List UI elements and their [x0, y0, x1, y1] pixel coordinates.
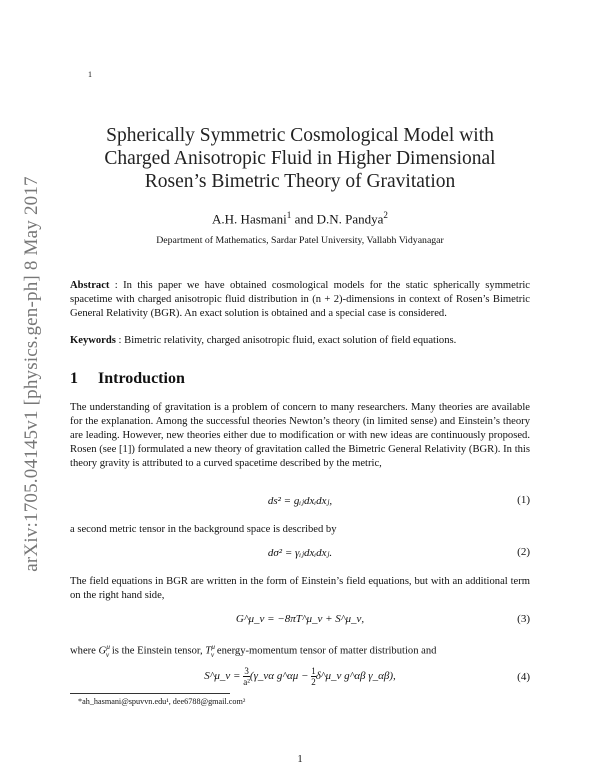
abstract-label: Abstract: [70, 280, 110, 291]
energy-tensor-symbol: T: [205, 645, 212, 657]
keywords-label: Keywords: [70, 335, 116, 346]
authors: [60, 210, 540, 227]
author-2-mark: 2: [383, 210, 388, 220]
einstein-tensor-symbol: G: [98, 645, 107, 657]
paragraph-2: a second metric tensor in the background space is described by: [70, 524, 337, 535]
section-heading: [70, 370, 185, 388]
equation-4-rhs: δ^μ_ν g^αβ γ_αβ),: [315, 670, 396, 683]
footnote-rule: [70, 693, 230, 694]
arxiv-stamp-text: arXiv:1705.04145v1 [physics.gen-ph] 8 May 2017: [21, 176, 42, 572]
section-number: 1: [70, 370, 78, 387]
fraction-2-den: 2: [311, 677, 316, 687]
equation-2-number: (2): [517, 546, 530, 558]
author-1-mark: 1: [286, 210, 292, 220]
paragraph-4: where $G^\mu_\nu$ is the Einstein tensor, $T^\mu_\nu$ energy-momentum tensor of matter distribution and: [70, 642, 437, 659]
fraction-2-num: 1: [311, 666, 316, 676]
equation-1: [70, 494, 530, 510]
author-2: D.N. Pandya: [316, 211, 384, 227]
title-line-1: Spherically Symmetric Cosmological Model with: [106, 125, 494, 146]
paragraph-3: The field equations in BGR are written in the form of Einstein’s field equations, but with an additional term on the right hand side,: [70, 576, 530, 602]
paragraph-4-post: energy-momentum tensor of matter distribution and: [214, 645, 437, 657]
equation-4-fraction-1: [243, 666, 250, 687]
abstract-text: : In this paper we have obtained cosmological models for the static spherically symmetric spacetime with charged anisotropic fluid distribution in (n + 2)-dimensions in context of Rosen’s Bimetric General Relativity (BGR). An exact solution is obtained and a special case is considered.: [70, 280, 530, 320]
header-mark: 1: [88, 70, 92, 79]
title-line-3: Rosen’s Bimetric Theory of Gravitation: [144, 171, 456, 192]
author-1: A.H. Hasmani: [212, 211, 287, 227]
equation-4-mid: (γ_να g^αμ −: [249, 670, 312, 683]
equation-3-body: G^μ_ν = −8πT^μ_ν + S^μ_ν,: [235, 613, 365, 625]
keywords-text: : Bimetric relativity, charged anisotropic fluid, exact solution of field equations.: [115, 335, 457, 346]
equation-1-number: (1): [517, 494, 530, 506]
paragraph-4-mid: is the Einstein tensor,: [109, 645, 206, 657]
equation-4-body: [70, 666, 530, 687]
equation-1-body: ds² = gᵢⱼdxᵢdxⱼ,: [267, 495, 333, 507]
paragraph-1: The understanding of gravitation is a problem of concern to many researchers. Many theories are available for the explanation. Among the successful theories Newton’s theory (in limited sense) and Einstein’s theory are leading. However, new theories either due to modification or with new ideas are continuously proposed. Rosen (see [1]) formulated a new theory of gravitation called the Bimetric General Relativity (BGR). In this theory gravity is attributed to a curved spacetime described by the metric,: [70, 402, 530, 470]
fraction-1-num: 3: [244, 666, 249, 676]
equation-4-number: (4): [517, 671, 530, 683]
keywords: [70, 334, 530, 348]
arxiv-stamp: [20, 154, 44, 594]
authors-and: and: [291, 211, 317, 227]
equation-3: [70, 613, 530, 629]
footnote: *ah_hasmani@spuvvn.edu¹, dee6788@gmail.com²: [78, 697, 246, 706]
paragraph-4-pre: where: [70, 645, 99, 657]
equation-4: [70, 666, 530, 690]
equation-2-body: dσ² = γᵢⱼdxᵢdxⱼ.: [267, 547, 333, 559]
fraction-1-den: a²: [243, 677, 250, 687]
equation-4-lhs: S^μ_ν =: [204, 670, 244, 683]
paper-title: [60, 124, 540, 193]
title-line-2: Charged Anisotropic Fluid in Higher Dimensional: [104, 148, 496, 169]
equation-3-number: (3): [517, 613, 530, 625]
affiliation: Department of Mathematics, Sardar Patel University, Vallabh Vidyanagar: [156, 235, 444, 246]
abstract: [70, 279, 530, 322]
equation-2: [70, 546, 530, 562]
section-title: Introduction: [98, 370, 185, 387]
page-number: 1: [297, 754, 303, 765]
